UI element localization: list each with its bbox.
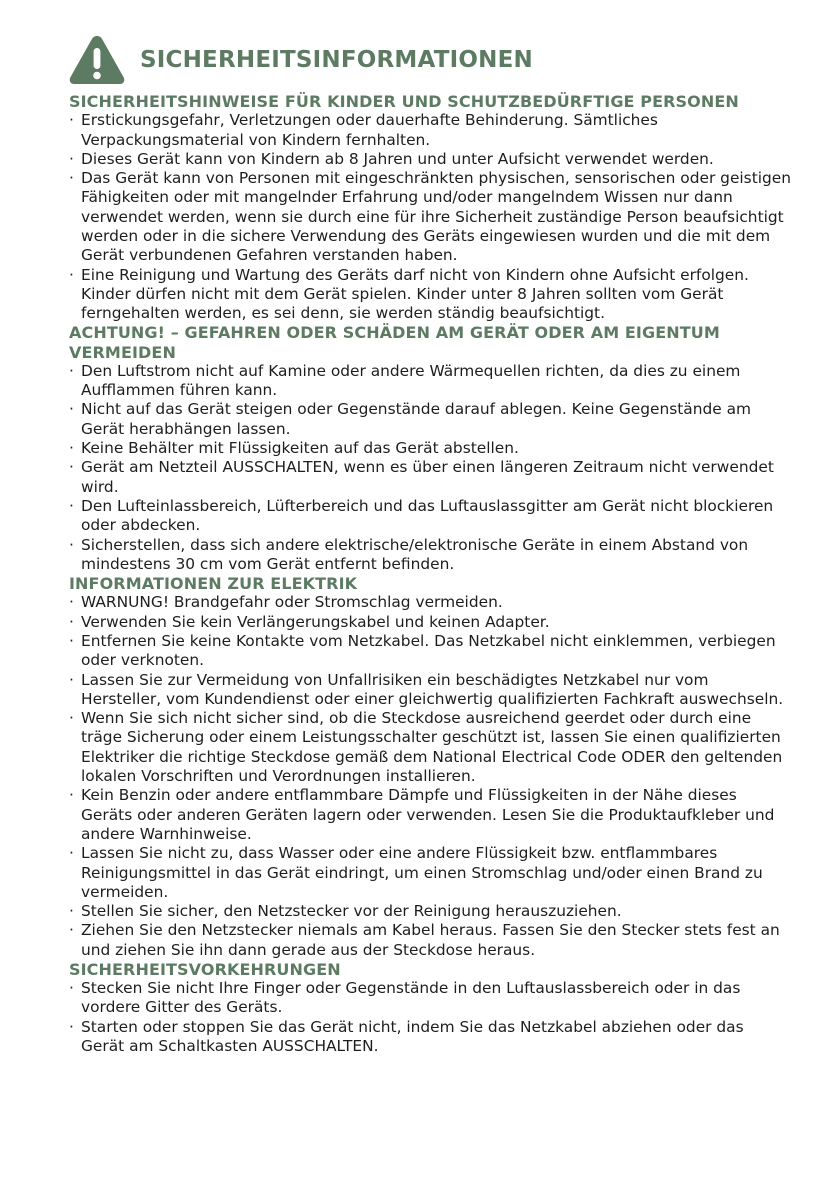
section-title: INFORMATIONEN ZUR ELEKTRIK: [69, 574, 358, 594]
list-item: · Stellen Sie sicher, den Netzstecker vor der Reinigung herauszuziehen.: [69, 902, 791, 921]
list-item: · Entfernen Sie keine Kontakte vom Netzkabel. Das Netzkabel nicht einklemmen, verbiegen oder verknoten.: [69, 632, 791, 671]
section-precautions: [69, 960, 791, 1056]
list-item: · WARNUNG! Brandgefahr oder Stromschlag vermeiden.: [69, 593, 791, 612]
list-item: · Das Gerät kann von Personen mit eingeschränkten physischen, sensorischen oder geistigen Fähigkeiten oder mit mangelnder Erfahrung und/oder mangelndem Wissen nur dann verwendet werden, wenn sie durch eine für ihre Sicherheit zuständige Person beaufsichtigt werden oder in die sichere Verwendung des Geräts eingewiesen wurden und die mit dem Gerät verbundenen Gefahren verstanden haben.: [69, 169, 791, 265]
bullet-list: [69, 111, 791, 323]
list-item: · Keine Behälter mit Flüssigkeiten auf das Gerät abstellen.: [69, 439, 791, 458]
list-item: · Wenn Sie sich nicht sicher sind, ob die Steckdose ausreichend geerdet oder durch eine träge Sicherung oder einem Leistungsschalter geschützt ist, lassen Sie einen qualifizierten Elektriker die richtige Steckdose gemäß dem National Electrical Code ODER den geltenden lokalen Vorschriften und Verordnungen installieren.: [69, 709, 791, 786]
list-item: · Sicherstellen, dass sich andere elektrische/elektronische Geräte in einem Abstand von mindestens 30 cm vom Gerät entfernt befinden.: [69, 536, 791, 575]
list-item: · Erstickungsgefahr, Verletzungen oder dauerhafte Behinderung. Sämtliches Verpackungsmaterial von Kindern fernhalten.: [69, 111, 791, 150]
list-item: · Den Luftstrom nicht auf Kamine oder andere Wärmequellen richten, da dies zu einem Aufflammen führen kann.: [69, 362, 791, 401]
page-header: [68, 34, 533, 86]
bullet-list: [69, 362, 791, 574]
bullet-list: [69, 593, 791, 960]
bullet-list: [69, 979, 791, 1056]
list-item: · Gerät am Netzteil AUSSCHALTEN, wenn es über einen längeren Zeitraum nicht verwendet wird.: [69, 458, 791, 497]
section-title: SICHERHEITSHINWEISE FÜR KINDER UND SCHUTZBEDÜRFTIGE PERSONEN: [69, 92, 739, 111]
list-item: · Lassen Sie zur Vermeidung von Unfallrisiken ein beschädigtes Netzkabel nur vom Hersteller, vom Kundendienst oder einer gleichwertig qualifizierten Fachkraft auswechseln.: [69, 671, 791, 710]
list-item: · Dieses Gerät kann von Kindern ab 8 Jahren und unter Aufsicht verwendet werden.: [69, 150, 791, 169]
list-item: · Eine Reinigung und Wartung des Geräts darf nicht von Kindern ohne Aufsicht erfolgen. Kinder dürfen nicht mit dem Gerät spielen. Kinder unter 8 Jahren sollten vom Gerät ferngehalten werden, es sei denn, sie werden ständig beaufsichtigt.: [69, 266, 791, 324]
section-children-safety: [69, 92, 791, 323]
list-item: · Lassen Sie nicht zu, dass Wasser oder eine andere Flüssigkeit bzw. entflammbares Reinigungsmittel in das Gerät eindringt, um einen Stromschlag und/oder einen Brand zu vermeiden.: [69, 844, 791, 902]
list-item: · Nicht auf das Gerät steigen oder Gegenstände darauf ablegen. Keine Gegenstände am Gerät herabhängen lassen.: [69, 400, 791, 439]
section-property-damage: [69, 323, 791, 574]
list-item: · Verwenden Sie kein Verlängerungskabel und keinen Adapter.: [69, 613, 791, 632]
list-item: · Kein Benzin oder andere entflammbare Dämpfe und Flüssigkeiten in der Nähe dieses Geräts oder anderen Geräten lagern oder verwenden. Lesen Sie die Produktaufkleber und andere Warnhinweise.: [69, 786, 791, 844]
list-item: · Starten oder stoppen Sie das Gerät nicht, indem Sie das Netzkabel abziehen oder das Gerät am Schaltkasten AUSSCHALTEN.: [69, 1018, 791, 1057]
list-item: · Stecken Sie nicht Ihre Finger oder Gegenstände in den Luftauslassbereich oder in das vordere Gitter des Geräts.: [69, 979, 791, 1018]
warning-triangle-icon: [68, 34, 126, 86]
list-item: · Den Lufteinlassbereich, Lüfterbereich und das Luftauslassgitter am Gerät nicht blockieren oder abdecken.: [69, 497, 791, 536]
section-electrical: [69, 574, 791, 960]
list-item: · Ziehen Sie den Netzstecker niemals am Kabel heraus. Fassen Sie den Stecker stets fest an und ziehen Sie ihn dann gerade aus der Steckdose heraus.: [69, 921, 791, 960]
content: [69, 92, 791, 1056]
section-title: SICHERHEITSVORKEHRUNGEN: [69, 959, 341, 979]
section-title: ACHTUNG! – GEFAHREN ODER SCHÄDEN AM GERÄT ODER AM EIGENTUM VERMEIDEN: [69, 323, 720, 362]
page-title: SICHERHEITSINFORMATIONEN: [140, 47, 533, 73]
